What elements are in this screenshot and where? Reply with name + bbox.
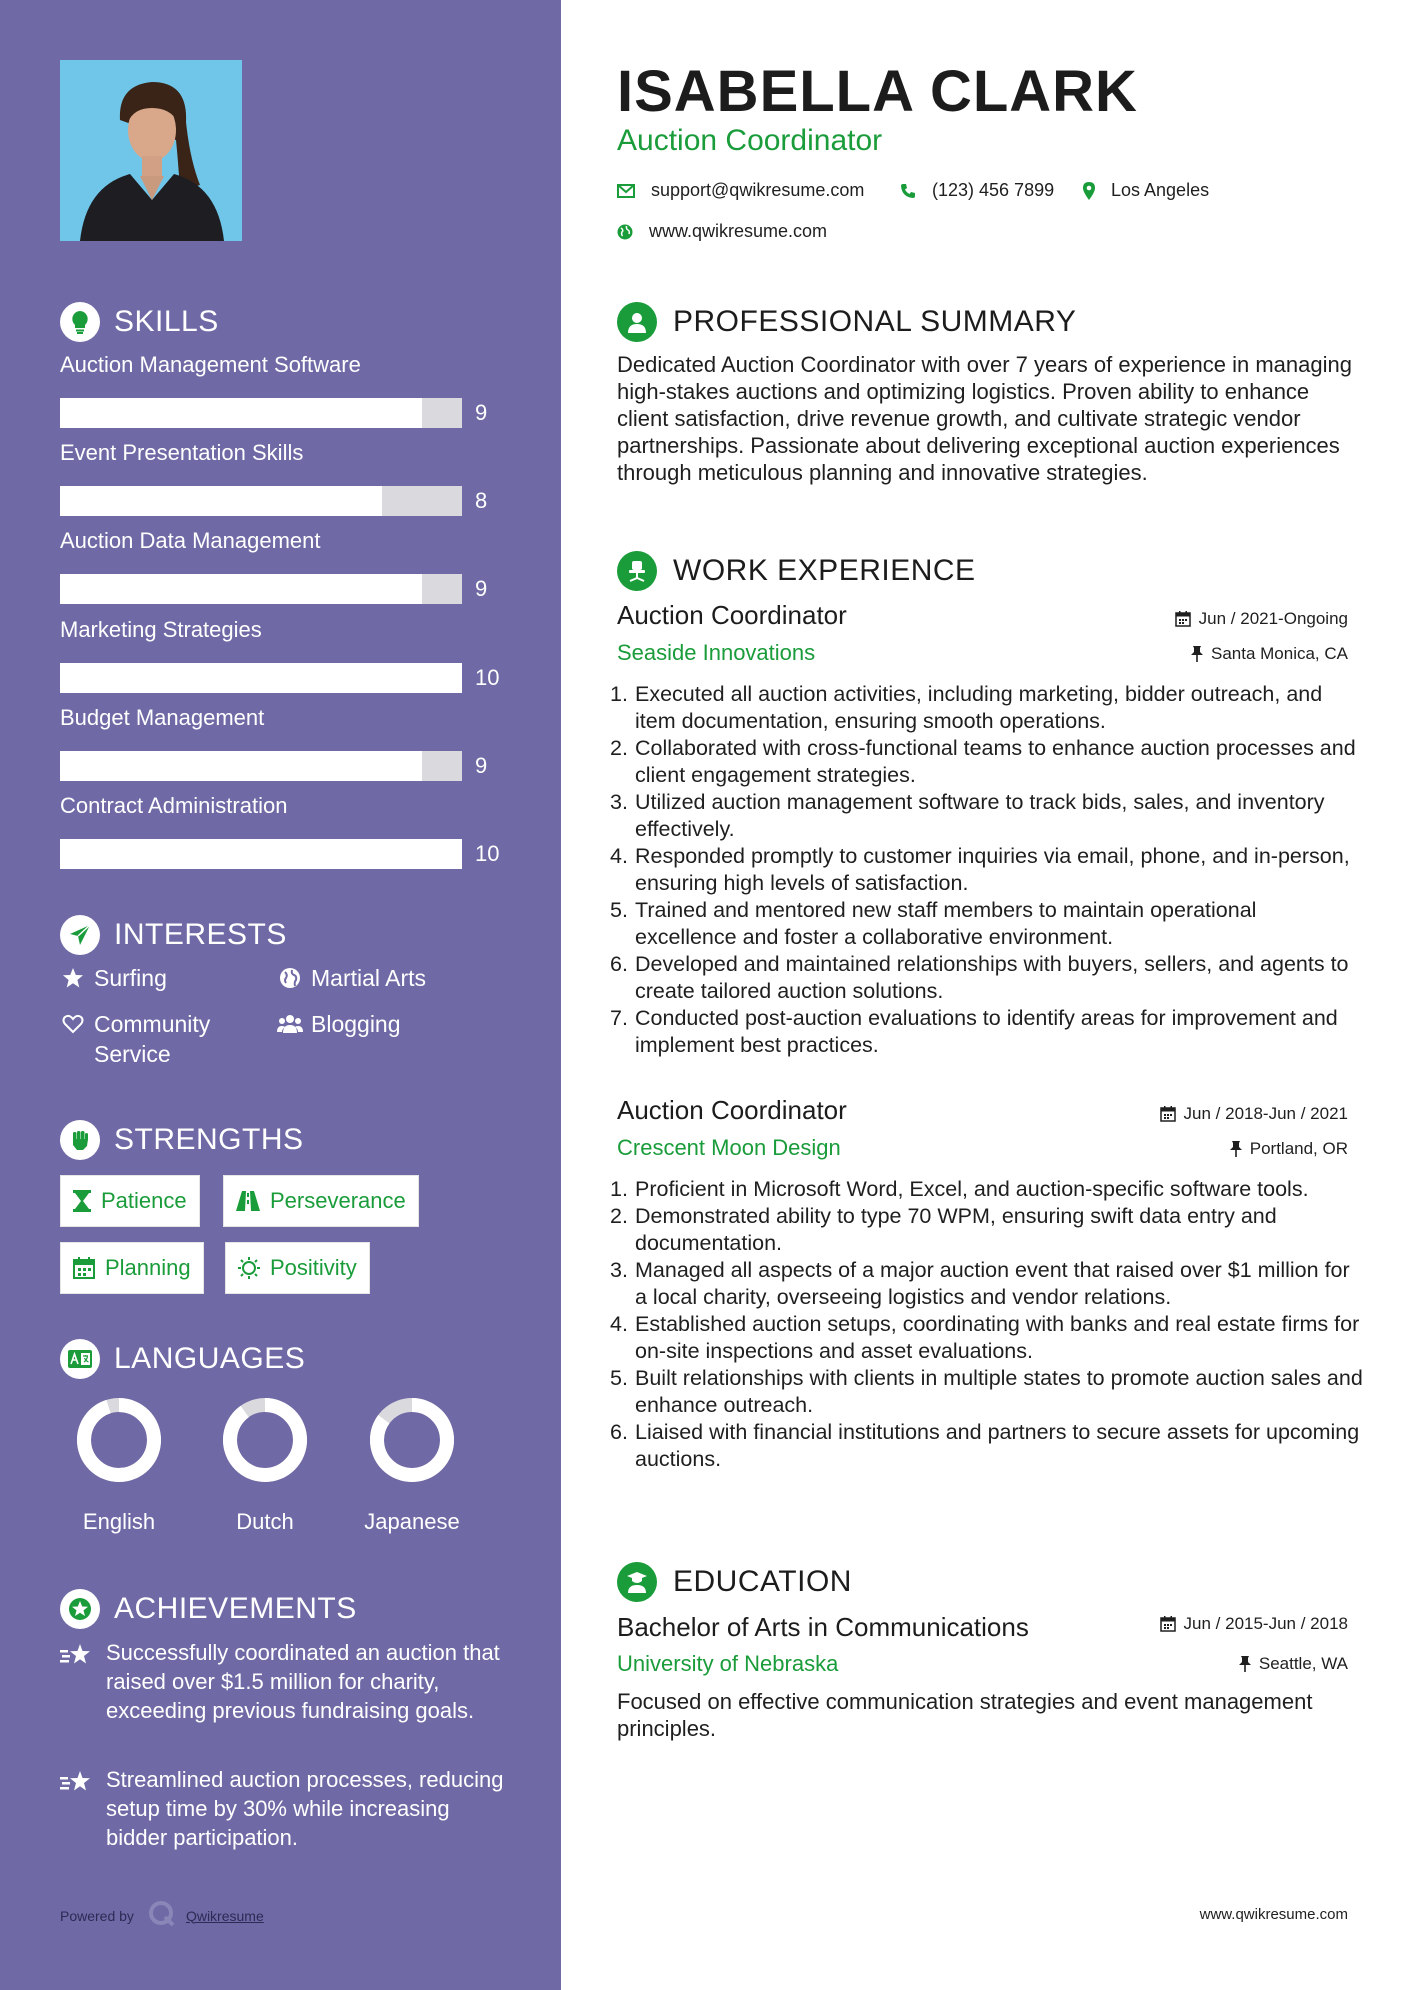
job-location-text: Portland, OR [1249, 1139, 1348, 1158]
bullet-number: 4. [610, 844, 628, 868]
contact-website [617, 221, 827, 242]
strength-badge-planning [60, 1242, 204, 1294]
skill-name: Budget Management [60, 704, 265, 730]
skill-bar-fill [60, 839, 462, 869]
achievement-item [60, 1638, 510, 1725]
globe-icon [617, 224, 633, 240]
experience-title: WORK EXPERIENCE [673, 554, 976, 587]
achievement-star-icon [60, 1589, 100, 1629]
education-title: EDUCATION [673, 1565, 852, 1598]
job-bullet [608, 1311, 1363, 1365]
candidate-role: Auction Coordinator [617, 124, 883, 157]
bullet-number: 1. [610, 682, 628, 706]
job-bullet [608, 1257, 1363, 1311]
calendar-icon [1175, 611, 1191, 627]
language-item [352, 1397, 472, 1535]
education-dates [1160, 1614, 1348, 1634]
user-icon [617, 302, 657, 342]
pushpin-icon [1239, 1656, 1251, 1672]
heart-icon [60, 1009, 86, 1039]
achievements-title: ACHIEVEMENTS [114, 1592, 357, 1625]
skill-name: Marketing Strategies [60, 616, 262, 642]
job-bullet-text: Collaborated with cross-functional teams to enhance auction processes and client engagement strategies. [635, 736, 1356, 787]
skill-bar-fill [60, 751, 422, 781]
pushpin-icon [1191, 646, 1203, 662]
job-dates [1160, 1104, 1348, 1124]
bullet-number: 7. [610, 1006, 628, 1030]
sidebar [0, 0, 561, 1990]
phone-icon [900, 183, 916, 199]
achievement-item [60, 1765, 510, 1852]
bullet-number: 6. [610, 952, 628, 976]
strength-badge-patience [60, 1175, 200, 1227]
job-bullet [608, 1365, 1363, 1419]
achievement-text: Streamlined auction processes, reducing setup time by 30% while increasing bidder participation. [106, 1767, 504, 1850]
job-bullets [608, 1176, 1363, 1473]
strengths-heading [60, 1120, 304, 1160]
contact-phone [900, 180, 1054, 201]
skill-item [60, 438, 510, 516]
job-bullet-text: Liaised with financial institutions and partners to secure assets for upcoming auctions. [635, 1420, 1360, 1471]
location-text: Los Angeles [1111, 180, 1210, 200]
candidate-name: ISABELLA CLARK [617, 59, 1138, 124]
education-degree: Bachelor of Arts in Communications [617, 1612, 1029, 1642]
skill-name: Auction Management Software [60, 352, 361, 377]
job-bullet-text: Responded promptly to customer inquiries via email, phone, and in-person, ensuring high levels of satisfaction. [635, 844, 1350, 895]
job-bullet-text: Built relationships with clients in multiple states to promote auction sales and enhance outreach. [635, 1366, 1363, 1417]
languages-title: LANGUAGES [114, 1342, 306, 1375]
language-level-ring [369, 1397, 455, 1483]
skill-score: 8 [475, 488, 488, 514]
globe-icon [277, 963, 303, 993]
job-company: Seaside Innovations [617, 640, 816, 665]
qwikresume-link[interactable]: Qwikresume [185, 1907, 264, 1924]
education-location-text: Seattle, WA [1258, 1654, 1348, 1673]
job-bullet [608, 789, 1363, 843]
contact-email [617, 180, 864, 201]
job-bullet-text: Conducted post-auction evaluations to identify areas for improvement and implement best practices. [635, 1006, 1338, 1057]
language-item [205, 1397, 325, 1535]
interests-title: INTERESTS [114, 918, 287, 951]
strength-badge-perseverance [223, 1175, 419, 1227]
job-bullet-text: Established auction setups, coordinating with banks and real estate firms for on-site inspections and asset evaluations. [635, 1312, 1360, 1363]
job-bullet [608, 1203, 1363, 1257]
language-level-ring [222, 1397, 308, 1483]
bullet-number: 2. [610, 1204, 628, 1228]
skill-bar-fill [60, 663, 462, 693]
job-bullet-text: Proficient in Microsoft Word, Excel, and auction-specific software tools. [635, 1177, 1309, 1201]
bullet-number: 2. [610, 736, 628, 760]
language-name: Dutch [236, 1509, 294, 1534]
job-bullet [608, 1419, 1363, 1473]
star-icon [60, 963, 86, 993]
powered-by [60, 1900, 264, 1931]
skill-score: 10 [475, 841, 500, 866]
bullet-number: 6. [610, 1420, 628, 1444]
job-bullet [608, 1176, 1363, 1203]
profile-photo [60, 60, 242, 241]
strengths-title: STRENGTHS [114, 1123, 304, 1156]
email-text[interactable]: support@qwikresume.com [651, 180, 865, 200]
job-dates-text: Jun / 2018-Jun / 2021 [1183, 1104, 1348, 1123]
strength-label: Perseverance [270, 1188, 406, 1213]
hourglass-icon [73, 1190, 91, 1212]
skills-heading [60, 302, 219, 342]
job-bullet-text: Trained and mentored new staff members to maintain operational excellence and foster a collaborative environment. [635, 898, 1257, 949]
interest-label: Surfing [94, 965, 167, 991]
skill-score: 9 [475, 752, 488, 778]
fist-icon [60, 1120, 100, 1160]
strength-label: Planning [105, 1255, 191, 1280]
language-level-ring [76, 1397, 162, 1483]
skill-name: Event Presentation Skills [60, 440, 304, 466]
bullet-number: 1. [610, 1177, 628, 1201]
job-title: Auction Coordinator [617, 600, 847, 630]
bullet-number: 3. [610, 790, 628, 814]
bullet-number: 4. [610, 1312, 628, 1336]
job-dates-text: Jun / 2021-Ongoing [1198, 609, 1348, 628]
skill-bar-fill [60, 574, 422, 604]
language-name: Japanese [364, 1509, 460, 1534]
summary-text: Dedicated Auction Coordinator with over 7 years of experience in managing high-stakes auctions and optimizing logistics. Proven ability to enhance client satisfaction, drive revenue growth, and cultivate strategic vendor partnerships. Passionate about delivering exceptional auction experiences through meticulous planning and innovative strategies. [617, 352, 1352, 485]
shooting-star-icon [60, 1642, 98, 1673]
map-pin-icon [1083, 182, 1095, 200]
education-dates-text: Jun / 2015-Jun / 2018 [1183, 1614, 1348, 1633]
skill-bar [60, 751, 510, 781]
lightbulb-icon [60, 302, 100, 342]
skill-item [60, 615, 510, 693]
strength-badge-positivity [225, 1242, 370, 1294]
experience-heading [617, 551, 976, 591]
job-bullet [608, 951, 1363, 1005]
footer-url[interactable]: www.qwikresume.com [1199, 1906, 1348, 1923]
job-location-text: Santa Monica, CA [1210, 644, 1348, 663]
language-item [59, 1397, 179, 1535]
summary-heading [617, 302, 1076, 342]
interest-label: Blogging [311, 1011, 401, 1037]
envelope-icon [617, 184, 635, 198]
website-text[interactable]: www.qwikresume.com [649, 221, 828, 241]
users-icon [277, 1009, 303, 1039]
job-bullets [608, 681, 1363, 1059]
job-bullet-text: Demonstrated ability to type 70 WPM, ensuring swift data entry and documentation. [635, 1204, 1277, 1255]
skill-bar [60, 839, 510, 869]
skill-bar [60, 486, 510, 516]
skill-item [60, 526, 510, 604]
summary-title: PROFESSIONAL SUMMARY [673, 305, 1077, 338]
pushpin-icon [1230, 1141, 1242, 1157]
sun-icon [238, 1257, 260, 1279]
job-location [1191, 644, 1348, 664]
road-icon [236, 1191, 260, 1211]
bullet-number: 5. [610, 1366, 628, 1390]
interest-item-community-service [60, 1009, 250, 1069]
education-school: University of Nebraska [617, 1651, 839, 1676]
powered-by-label: Powered by [60, 1907, 134, 1924]
strength-label: Positivity [270, 1255, 357, 1280]
skill-item [60, 791, 510, 869]
calendar-icon [1160, 1616, 1176, 1632]
skill-bar [60, 398, 510, 428]
job-bullet [608, 897, 1363, 951]
interest-item-surfing [60, 963, 167, 993]
education-location [1239, 1654, 1348, 1674]
job-bullet-text: Utilized auction management software to track bids, sales, and inventory effectively. [635, 790, 1325, 841]
education-text: Focused on effective communication strategies and event management principles. [617, 1689, 1313, 1741]
skill-bar-fill [60, 398, 422, 428]
achievements-heading [60, 1589, 357, 1629]
job-location [1230, 1139, 1348, 1159]
skill-bar [60, 663, 510, 693]
language-name: English [82, 1509, 156, 1534]
interest-item-martial-arts [277, 963, 426, 993]
skill-bar-fill [60, 486, 382, 516]
bullet-number: 5. [610, 898, 628, 922]
job-bullet-text: Developed and maintained relationships with buyers, sellers, and agents to create tailored auction solutions. [635, 952, 1349, 1003]
qwikresume-logo-icon [148, 1900, 176, 1931]
contact-location [1083, 180, 1209, 201]
job-bullet-text: Managed all aspects of a major auction event that raised over $1 million for a local charity, overseeing logistics and vendor relations. [635, 1258, 1350, 1309]
calendar-icon [73, 1257, 95, 1279]
skill-score: 9 [475, 400, 488, 425]
graduate-icon [617, 1562, 657, 1602]
strength-label: Patience [101, 1188, 187, 1213]
job-company: Crescent Moon Design [617, 1135, 841, 1160]
phone-text[interactable]: (123) 456 7899 [932, 180, 1055, 200]
interest-label: Community Service [94, 1011, 211, 1067]
education-heading [617, 1562, 852, 1602]
job-bullet [608, 735, 1363, 789]
skill-name: Auction Data Management [60, 528, 321, 554]
interests-heading [60, 915, 287, 955]
interest-label: Martial Arts [311, 965, 427, 991]
job-bullet [608, 681, 1363, 735]
job-bullet-text: Executed all auction activities, including marketing, bidder outreach, and item documentation, ensuring smooth operations. [635, 682, 1323, 733]
shooting-star-icon [60, 1769, 98, 1800]
achievement-text: Successfully coordinated an auction that raised over $1.5 million for charity, exceeding previous fundraising goals. [106, 1640, 500, 1723]
skill-score: 10 [475, 664, 500, 690]
calendar-icon [1160, 1106, 1176, 1122]
skill-item [60, 703, 510, 781]
job-title: Auction Coordinator [617, 1095, 847, 1125]
send-icon [60, 915, 100, 955]
skill-name: Contract Administration [60, 793, 288, 818]
skill-score: 9 [475, 576, 488, 602]
job-bullet [608, 1005, 1363, 1059]
skills-title: SKILLS [114, 305, 219, 338]
bullet-number: 3. [610, 1258, 628, 1282]
languages-heading [60, 1339, 305, 1379]
skill-item [60, 350, 510, 428]
interest-item-blogging [277, 1009, 401, 1039]
job-dates [1175, 609, 1348, 629]
office-chair-icon [617, 551, 657, 591]
job-bullet [608, 843, 1363, 897]
language-icon [60, 1339, 100, 1379]
skill-bar [60, 574, 510, 604]
